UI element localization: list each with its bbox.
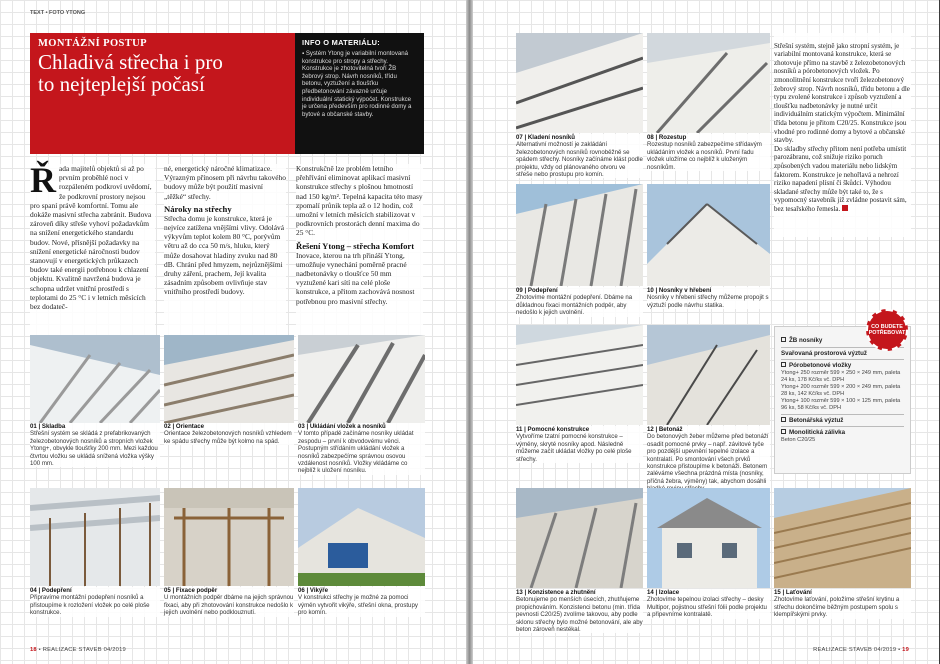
needs-item-3-detail: Ytong+ 250 rozměr 599 × 250 × 249 mm, paleta 24 ks, 178 Kč/ks vč. DPH Ytong+ 200 rozměr 599 × 200 × 249 mm, paleta 28 ks, 142 Kč/ks vč. DPH Ytong+ 100 rozměr 599 × 100 × 125 mm, paleta 96 ks, 58 Kč/ks vč. DPH [781,369,901,411]
caption-09-num: 09 [516,287,523,294]
caption-01-title: Skladba [41,423,66,430]
needs-item-3-title: Pórobetonové vložky [789,362,852,370]
needs-item-3 [781,360,904,415]
caption-12: 12 | Betonáž Do betonových žeber můžeme před betonáží osadit pomocné prvky – např. závitové tyče pro pozdější upevnění tepelné izolace a kontralatí. Po smontování všech prvků konstrukce přistoupíme k betonáži. Betonem zaléváme všechna prázdná místa (nosníky, příčná žebra, výměny) tak, abychom dosáhli [647,426,770,493]
caption-08-text: Rozestup nosníků zabezpečíme střídavým ukládáním vložek a nosníků. První řadu vložek uložíme co nejblíž k uloženým nosníkům. [647,141,762,171]
caption-14-title: Izolace [658,589,680,596]
photo-01-skladba [30,335,160,423]
photo-13-konzistence [516,488,643,588]
caption-03-title: Ukládání vložek a nosníků [309,423,386,430]
article-col-2a: né, energetický náročné klimatizace. Výrazným přínosem při návrhu takového budovy může být použití masivní „těžké“ střechy. [164,164,286,201]
caption-11-title: Pomocné konstrukce [527,426,590,433]
caption-14: 14 | Izolace Zhotovíme tepelnou izolaci střechy – desky Multipor, pojistnou střešní fólii podle projektu a připevníme kontralatě. [647,589,770,619]
caption-03-text: V tomto případě začínáme nosníky ukládat zespodu – první k obvodovému věnci. Postupným střídáním ukládání vložek a nosníků zabezpečíme správnou osovou vzdálenost nosníků. Vložky vkládáme co nejblíž k uložení nosníku. [298,430,414,475]
caption-15-text: Zhotovíme laťování, položíme střešní krytinu a střechu dokončíme běžným postupem spolu s klempířskými prvky. [774,596,900,619]
caption-12-num: 12 [647,426,654,433]
caption-13-title: Konzistence a zhutnění [527,589,596,596]
photo-04-podepreni [30,488,160,586]
caption-06-num: 06 [298,587,305,594]
caption-08: 08 | Rozestup Rozestup nosníků zabezpečíme střídavým ukládáním vložek a nosníků. První řadu vložek uložíme co nejblíž k uloženým nosníkům. [647,134,770,171]
caption-01-text: Střešní systém se skládá z prefabrikovaných železobetonových nosníků a stropních vložek Ytong+, obvykle tloušťky 200 mm. Mezi každou čtvrtou vložku se ukládá snížená vložka výšky 100 mm. [30,430,158,468]
left-page [0,0,468,664]
drop-cap: Ř [30,160,56,200]
subheading-reseni: Řešení Ytong – střecha Komfort [296,240,415,251]
footer-right: REALIZACE STAVEB 04/2019 • 19 [813,647,909,653]
checkbox-icon [781,337,786,342]
caption-05-num: 05 [164,587,171,594]
caption-01-num: 01 [30,423,37,430]
caption-06-title: Vikýře [309,587,329,594]
caption-06: 06 | Vikýře V konstrukci střechy je možné za pomoci výměn vytvořit vikýře, střešní okna, prostupy pro komín. [298,587,425,617]
caption-04: 04 | Podepření Připravíme montážní podepření nosníků a přistoupíme k rozložení vložek po celé ploše konstrukce. [30,587,160,617]
hero-block [30,33,295,154]
photo-08-rozestup [647,33,770,133]
caption-08-num: 08 [647,134,654,141]
caption-01: 01 | Skladba Střešní systém se skládá z prefabrikovaných železobetonových nosníků a stropních vložek Ytong+, obvykle tloušťky 200 mm. Mezi každou čtvrtou vložku se ukládá snížená vložka výšky 100 mm. [30,423,160,467]
caption-07-text: Alternativní možností je zakládání železobetonových nosníků rovnoběžně se spádem střechy. Nosníky začínáme klást podle projektu, vždy od plánovaného otvoru ve střeše nebo prostupu pro komín. [516,141,643,179]
caption-04-title: Podepření [41,587,72,594]
article-col-right [774,33,911,237]
footer-right-text: REALIZACE STAVEB 04/2019 [813,647,897,653]
caption-04-num: 04 [30,587,37,594]
photo-03-ukladani [298,335,425,423]
needs-badge-text: CO BUDETE POTŘEBOVAT [868,324,906,336]
caption-12-text: Do betonových žeber můžeme před betonáží osadit pomocné prvky – např. závitové tyče pro pozdější upevnění tepelné izolace a kontralatí. Po smontování všech prvků konstrukce přistoupíme k betonáži. Betonem zaléváme všechna prázdná místa (nosníky, příčná žebra, výměny) tak, abychom dosáhli [647,433,769,485]
info-box [295,33,424,154]
needs-item-1-title: ŽB nosníky [789,337,823,344]
page-number-left: 18 [30,647,37,653]
section-credit: TEXT • FOTO YTONG [30,10,86,16]
photo-05-fixace [164,488,294,586]
photo-02-orientace [164,335,294,423]
caption-11-num: 11 [516,426,523,433]
needs-item-4 [781,415,904,428]
caption-15-num: 15 [774,589,781,596]
caption-14-num: 14 [647,589,654,596]
caption-13-text: Betonujeme po menších úsecích, zhutňujeme propichováním. Konzistenci betonu (min. třída pevnosti C20/25) zvolíme takovou, aby podle sklonu střechy bylo možné betonování, ale aby beton zároveň nestékal. [516,596,643,634]
article-col-1-text: ada majitelů objektů si až po prvním proběhlé noci v rozpáleném podkroví uvědomí, že podkrovní prostory nejsou pro spaní právě komfortní. Tomu ale dokáže masivní střecha zabránit. Budova zároveň díky střeše vyhoví požadavkům na snížení energetického standardu budov. Nové, přísnější požadavky na snížení energetické náročnosti budov stanovují v energetických průkazech budov také energii potřebnou k chlazení objektu. Kvalitně navržená budova je schopna udržet vnitřní prostředí s teplotami do 25 °C i v letních měsících bez dodateč- [30,164,152,312]
photo-10-hreben [647,184,770,286]
subheading-naroky: Nároky na střechy [164,203,232,214]
page-title: Chladivá střecha i pro to nejteplejší počasí [38,50,223,96]
article-col-3b: Inovace, kterou na trh přináší Ytong, umožňuje vynechání poměrně pracné nadbetonávky o tloušťce 50 mm vyztužené kari sítí na celé ploše konstrukce, a přitom zachovává nosnost potřebnou pro masivní střechy. [296,250,415,306]
info-text: ▪ Systém Ytong je variabilní montovaná konstrukce pro stropy a střechy. Konstrukce je zhotovitelná tvoří ŽB žebrový strop. Návrh nosníků, třídu betonu, vyztužení a tloušťku předbetonování závazně určuje individuální statický výpočet. Konstrukce je určena především pro rodinné domy a bytové a občanské stavby. [302,50,412,118]
caption-09-text: Zhotovíme montážní podepření. Dbáme na důkladnou fixaci montážních podpěr, aby nedošlo k jejich uvolnění. [516,294,633,317]
caption-03-num: 03 [298,423,305,430]
caption-02-title: Orientace [175,423,204,430]
caption-11: 11 | Pomocné konstrukce Vytvoříme tzatní pomocné konstrukce – výměny, skryté nosníky apod. Následně můžeme začít ukládat vložky po celé ploše střechy. [516,426,643,463]
checkbox-icon [781,362,786,367]
caption-05: 05 | Fixace podpěr U montážních podpěr dbáme na jejich správnou fixaci, aby při zhotovování konstrukce nedošlo k jejich uvolnění nebo podklouznutí. [164,587,294,617]
info-heading: INFO O MATERIÁLU: [302,38,381,47]
needs-item-5-detail: Beton C20/25 [781,436,816,443]
caption-10-num: 10 [647,287,654,294]
photo-07-kladeni [516,33,643,133]
caption-13-num: 13 [516,589,523,596]
caption-08-title: Rozestup [658,134,687,141]
article-col-3a: Konstrukčně lze problém letního přehřívání eliminovat aplikací masivní konstrukce střechy s plošnou hmotností nad 150 kg/m². Tepelná kapacita této masy zpomalí průnik tepla až o 12 hodin, což umožní v letních měsících stabilizovat v podkrovních prostorách denní maxima do 25 °C. [296,164,423,238]
page-number-right: 19 [902,647,909,653]
photo-06-vikyre [298,488,425,586]
needs-item-5-title: Monolitická zálivka [789,429,846,437]
caption-02: 02 | Orientace Orientace železobetonových nosníků vzhledem ke spádu střechy může být kolmo na spád. [164,423,294,445]
caption-11-text: Vytvoříme tzatní pomocné konstrukce – výměny, skryté nosníky apod. Následně můžeme začít ukládat vložky po celé ploše střechy. [516,433,632,463]
caption-02-text: Orientace železobetonových nosníků vzhledem ke spádu střechy může být kolmo na spád. [164,430,292,445]
right-page [471,0,939,664]
needs-badge [866,309,908,351]
footer-left-text: REALIZACE STAVEB 04/2019 [42,647,126,653]
caption-10-text: Nosníky v hřebeni střechy můžeme propojit s výztuží podle návrhu statika. [647,294,769,309]
article-col-2b: Střecha domu je konstrukce, která je nejvíce zatížena vnějšími vlivy. Odolává výkyvům teplot kolem 80 °C, porývům větru až do cca 50 m/s, hluku, který může dosahovat hladiny zvuku nad 80 dB. Chrání před hmyzem, nejrůznějšími druhy záření, prachem, Její kvalita zásadním způsobem ovlivňuje stav vnitřního prostředí budovy. [164,213,284,297]
footer-left: 18 • REALIZACE STAVEB 04/2019 [30,647,126,653]
caption-07-title: Kladení nosníků [527,134,575,141]
caption-02-num: 02 [164,423,171,430]
caption-10: 10 | Nosníky v hřebeni Nosníky v hřebeni střechy můžeme propojit s výztuží podle návrhu statika. [647,287,769,309]
caption-15: 15 | Laťování Zhotovíme laťování, položíme střešní krytinu a střechu dokončíme běžným postupem spolu s klempířskými prvky. [774,589,911,619]
caption-05-text: U montážních podpěr dbáme na jejich správnou fixaci, aby při zhotovování konstrukce nedošlo k jejich uvolnění nebo podklouznutí. [164,594,294,617]
caption-07: 07 | Kladení nosníků Alternativní možností je zakládání železobetonových nosníků rovnoběžně se spádem střechy. Nosníky začínáme klást podle projektu, vždy od plánovaného otvoru ve střeše nebo prostupu pro komín. [516,134,643,179]
photo-14-izolace [647,488,770,588]
article-col-right-text: Střešní systém, stejně jako stropní systém, je variabilní montovaná konstrukce, která se zhotovuje přímo na stavbě z železobetonových nosníků a pórobetonových vložek. Po zmonolitnění konstrukce tvoří železobetonový žebrový strop. Návrh nosníků, třídu betonu a dle typu zvolené konstrukce i způsob vyztužení a tloušťku nadbetonávky je nutné určit individuálním statickým výpočtem. Minimální třída betonu je přitom C20/25. Konstrukce jsou vhodné pro rodinné domy a bytové a občanské stavby. Do skladby střechy přitom není potřeba umístit parozábranu, což snižuje riziko poruch způsobených vadou materiálu nebo lidským faktorem. Konstrukce je nehořlavá a nehrozí riziko napadení plísní či škůdci. Výhodou skladané střechy může být také to, že s vypomocný stavebník již zvládne postavit sám, bez tesařského řemesla. [774,41,910,213]
caption-13: 13 | Konzistence a zhutnění Betonujeme po menších úsecích, zhutňujeme propichováním. Konzistenci betonu (min. třída pevnosti C20/25) zvolíme takovou, aby podle sklonu střechy bylo možné betonování, ale aby beton zároveň nestékal. [516,589,643,634]
hero-kicker: MONTÁŽNÍ POSTUP [38,38,147,49]
checkbox-icon [781,429,786,434]
caption-09: 09 | Podepření Zhotovíme montážní podepření. Dbáme na důkladnou fixaci montážních podpěr, aby nedošlo k jejich uvolnění. [516,287,643,317]
checkbox-icon [781,417,786,422]
needs-item-2-title: Svařovaná prostorová výztuž [781,349,867,357]
caption-14-text: Zhotovíme tepelnou izolaci střechy – desky Multipor, pojistnou střešní fólii podle projektu a připevníme kontralatě. [647,596,767,619]
photo-12-betonaz [647,325,770,425]
caption-04-text: Připravíme montážní podepření nosníků a přistoupíme k rozložení vložek po celé ploše konstrukce. [30,594,150,617]
caption-15-title: Laťování [785,589,812,596]
spine [466,0,473,664]
photo-11-pomocne [516,325,643,425]
needs-item-4-title: Betonářská výztuž [789,416,844,424]
end-mark [842,205,848,211]
needs-item-5 [781,427,904,446]
caption-05-title: Fixace podpěr [175,587,218,594]
caption-06-text: V konstrukci střechy je možné za pomoci výměn vytvořit vikýře, střešní okna, prostupy pro komín. [298,594,418,617]
photo-09-podepreni [516,184,643,286]
photo-15-latovani [774,488,911,588]
caption-10-title: Nosníky v hřebeni [658,287,712,294]
caption-12-title: Betonáž [658,426,683,433]
caption-07-num: 07 [516,134,523,141]
caption-09-title: Podepření [527,287,558,294]
caption-03: 03 | Ukládání vložek a nosníků V tomto případě začínáme nosníky ukládat zespodu – první k obvodovému věnci. Postupným střídáním ukládání vložek a nosníků zabezpečíme správnou osovou vzdálenost nosníků. Vložky vkládáme co nejblíž k uložení nosníku. [298,423,425,475]
